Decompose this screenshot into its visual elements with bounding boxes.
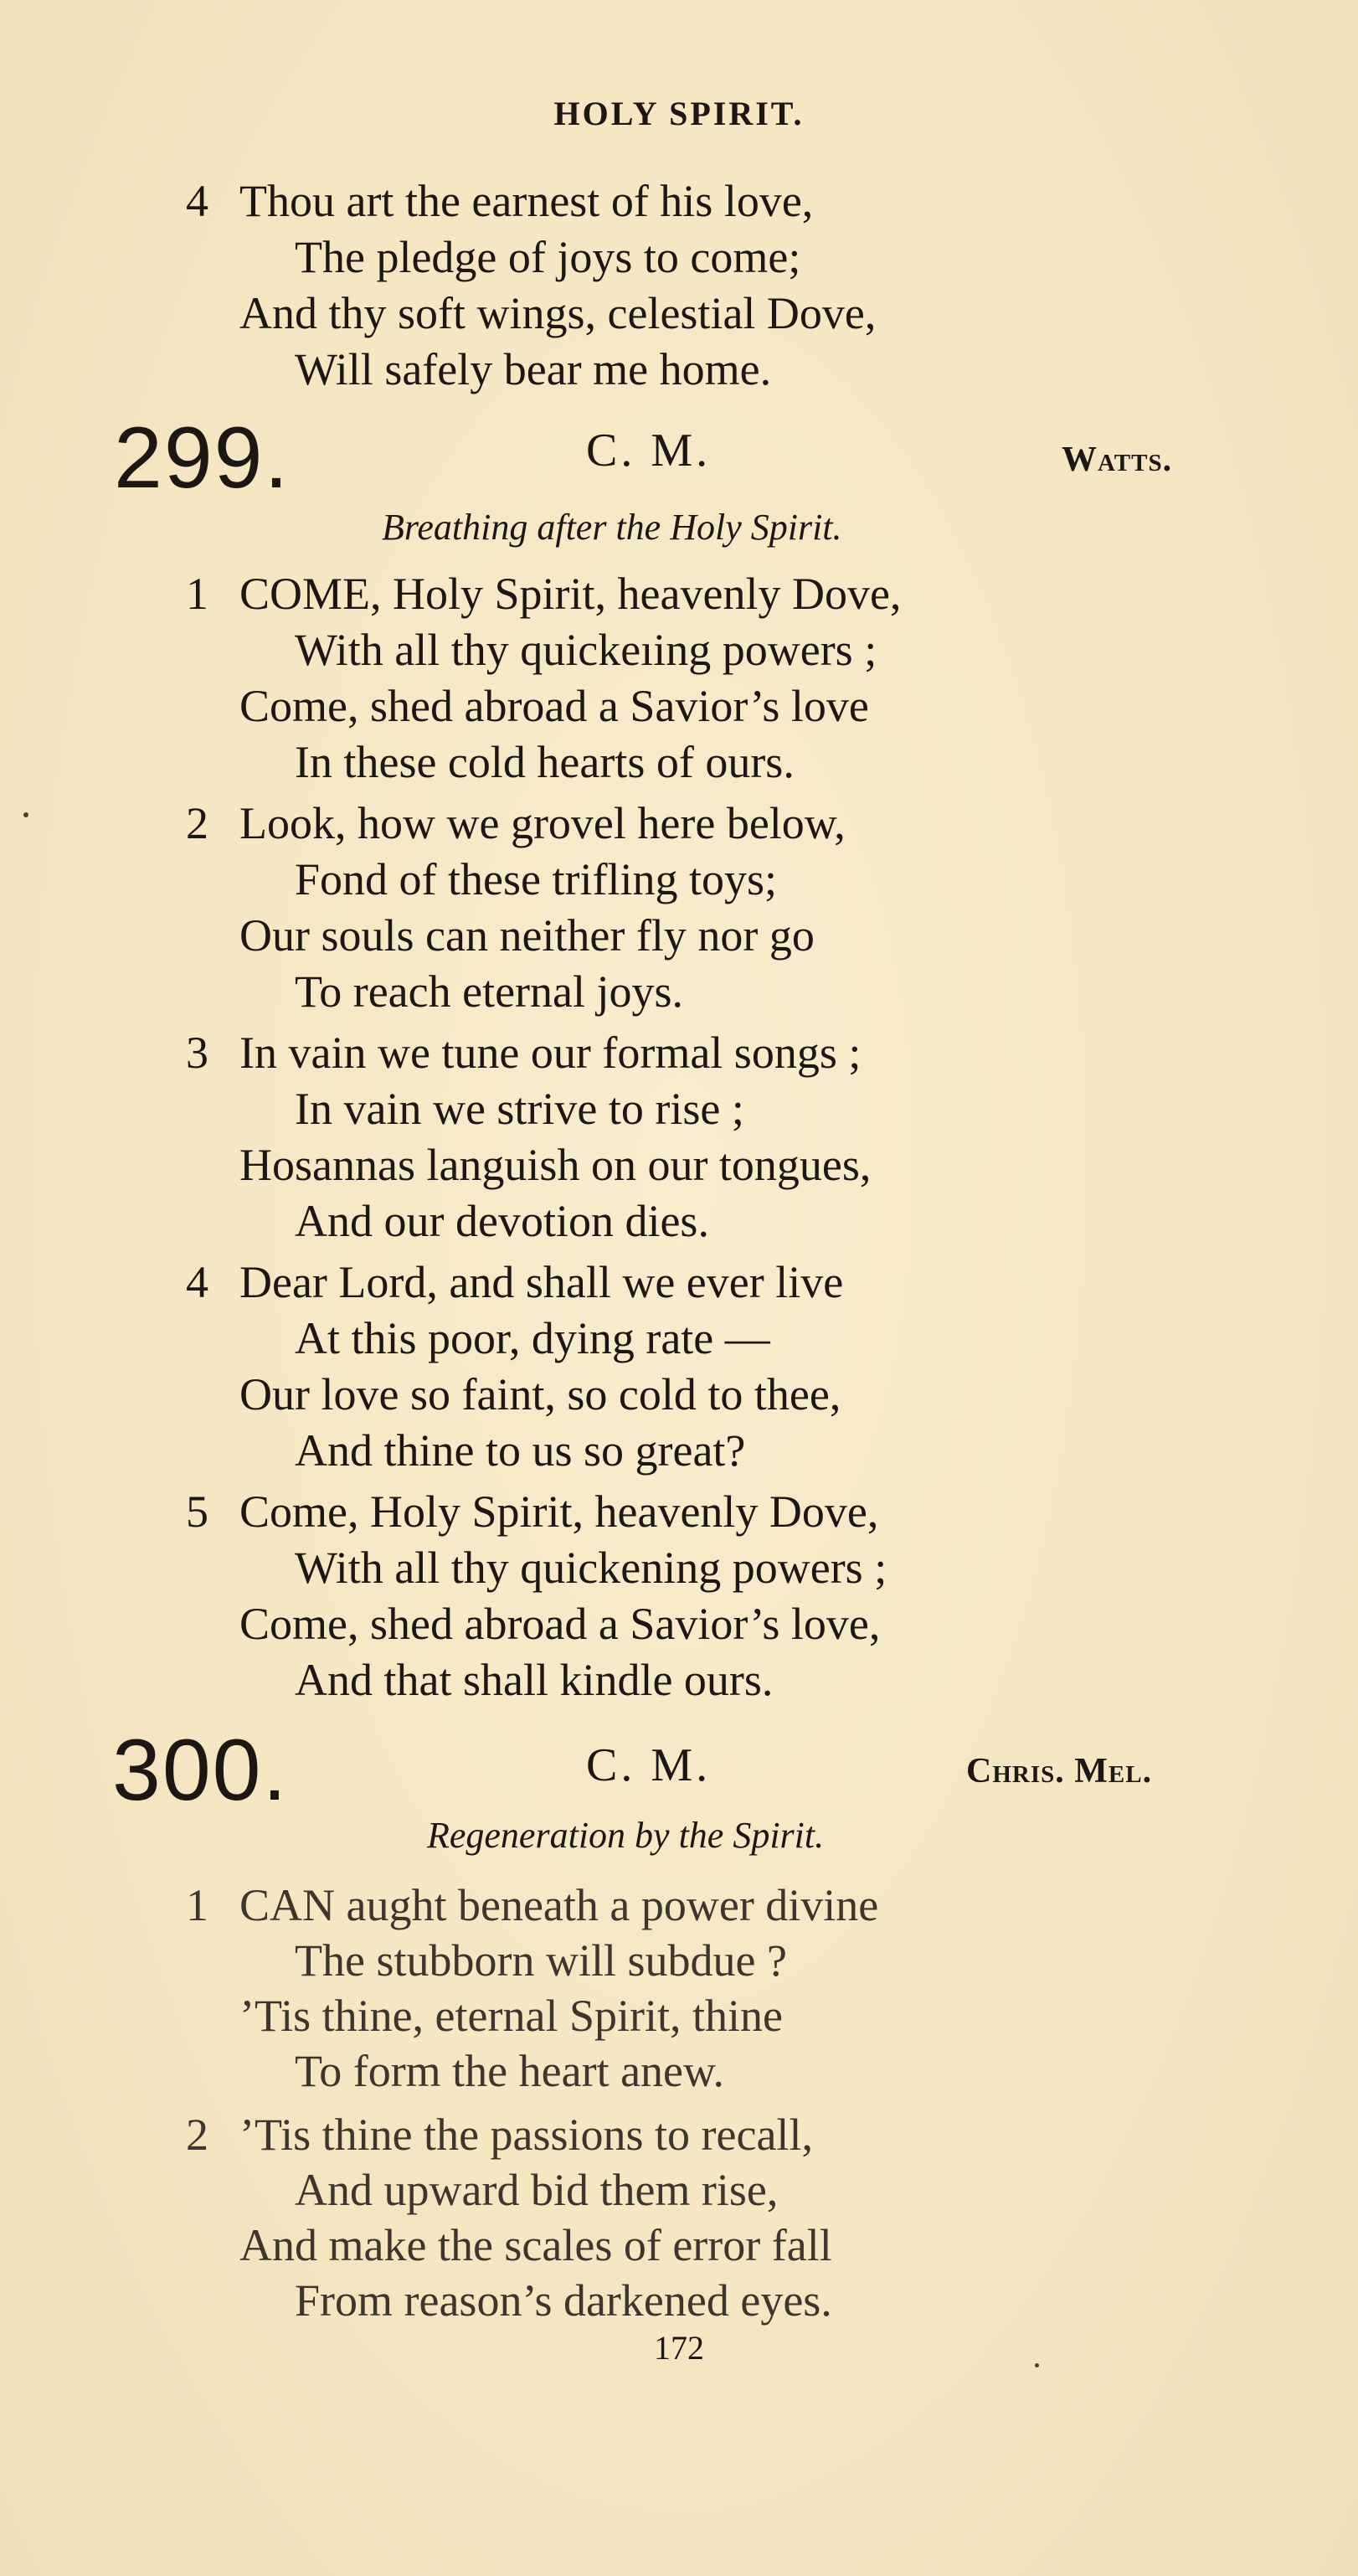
hymn-meter: C. M.: [586, 425, 712, 477]
verse-line: Come, shed abroad a Savior’s love: [239, 681, 869, 731]
verse-number: 3: [186, 1028, 208, 1078]
verse-line: Hosannas languish on our tongues,: [239, 1140, 872, 1190]
verse-line: Our love so faint, so cold to thee,: [239, 1369, 841, 1419]
verse-line: COME, Holy Spirit, heavenly Dove,: [239, 569, 902, 619]
verse-number: 5: [186, 1486, 208, 1537]
verse-number: 1: [186, 569, 208, 619]
verse-line: And thine to us so great?: [295, 1425, 746, 1476]
verse-line: At this poor, dying rate —: [295, 1313, 770, 1363]
verse-line: From reason’s darkened eyes.: [295, 2275, 832, 2326]
verse-number: 2: [186, 2110, 208, 2160]
verse-line: Look, how we grovel here below,: [239, 798, 846, 848]
verse-line: The stubborn will subdue ?: [295, 1935, 787, 1986]
verse-line: With all thy quickening powers ;: [295, 1543, 887, 1593]
page-number: 172: [654, 2329, 704, 2367]
verse-line: ’Tis thine the passions to recall,: [239, 2110, 813, 2160]
verse-line: CAN aught beneath a power divine: [239, 1880, 879, 1930]
verse-line: Our souls can neither fly nor go: [239, 910, 815, 961]
hymn-number: 299.: [114, 410, 291, 507]
running-head: HOLY SPIRIT.: [553, 95, 805, 132]
verse-line: And that shall kindle ours.: [295, 1655, 774, 1705]
verse-line: Thou art the earnest of his love,: [239, 176, 814, 226]
verse-line: Will safely bear me home.: [295, 344, 772, 394]
hymn-meter: C. M.: [586, 1739, 712, 1791]
verse-line: ’Tis thine, eternal Spirit, thine: [239, 1991, 783, 2041]
verse-number: 4: [186, 1257, 208, 1307]
verse-line: And upward bid them rise,: [295, 2165, 779, 2215]
verse-line: With all thy quickeıing powers ;: [295, 625, 877, 675]
verse-line: Come, shed abroad a Savior’s love,: [239, 1599, 881, 1649]
verse-line: In vain we tune our formal songs ;: [239, 1028, 862, 1078]
verse-line: And make the scales of error fall: [239, 2220, 832, 2270]
verse-number: 1: [186, 1880, 208, 1930]
hymn-subtitle: Breathing after the Holy Spirit.: [382, 507, 842, 548]
hymn-subtitle: Regeneration by the Spirit.: [427, 1815, 825, 1856]
verse-line: Dear Lord, and shall we ever live: [239, 1257, 844, 1307]
print-speck: [23, 812, 28, 817]
verse-number: 4: [186, 176, 208, 226]
verse-line: In these cold hearts of ours.: [295, 737, 795, 787]
verse-line: To form the heart anew.: [295, 2046, 724, 2096]
verse-line: And thy soft wings, celestial Dove,: [239, 288, 877, 338]
verse-line: In vain we strive to rise ;: [295, 1084, 744, 1134]
verse-line: And our devotion dies.: [295, 1196, 709, 1246]
hymn-number: 300.: [112, 1722, 289, 1819]
hymn-author: Watts.: [1062, 440, 1173, 479]
verse-line: Come, Holy Spirit, heavenly Dove,: [239, 1486, 879, 1537]
verse-number: 2: [186, 798, 208, 848]
verse-line: To reach eternal joys.: [295, 966, 684, 1017]
print-speck: [1035, 2363, 1039, 2367]
hymn-author: Chris. Mel.: [966, 1752, 1153, 1790]
verse-line: Fond of these trifling toys;: [295, 854, 777, 904]
verse-line: The pledge of joys to come;: [295, 232, 801, 282]
